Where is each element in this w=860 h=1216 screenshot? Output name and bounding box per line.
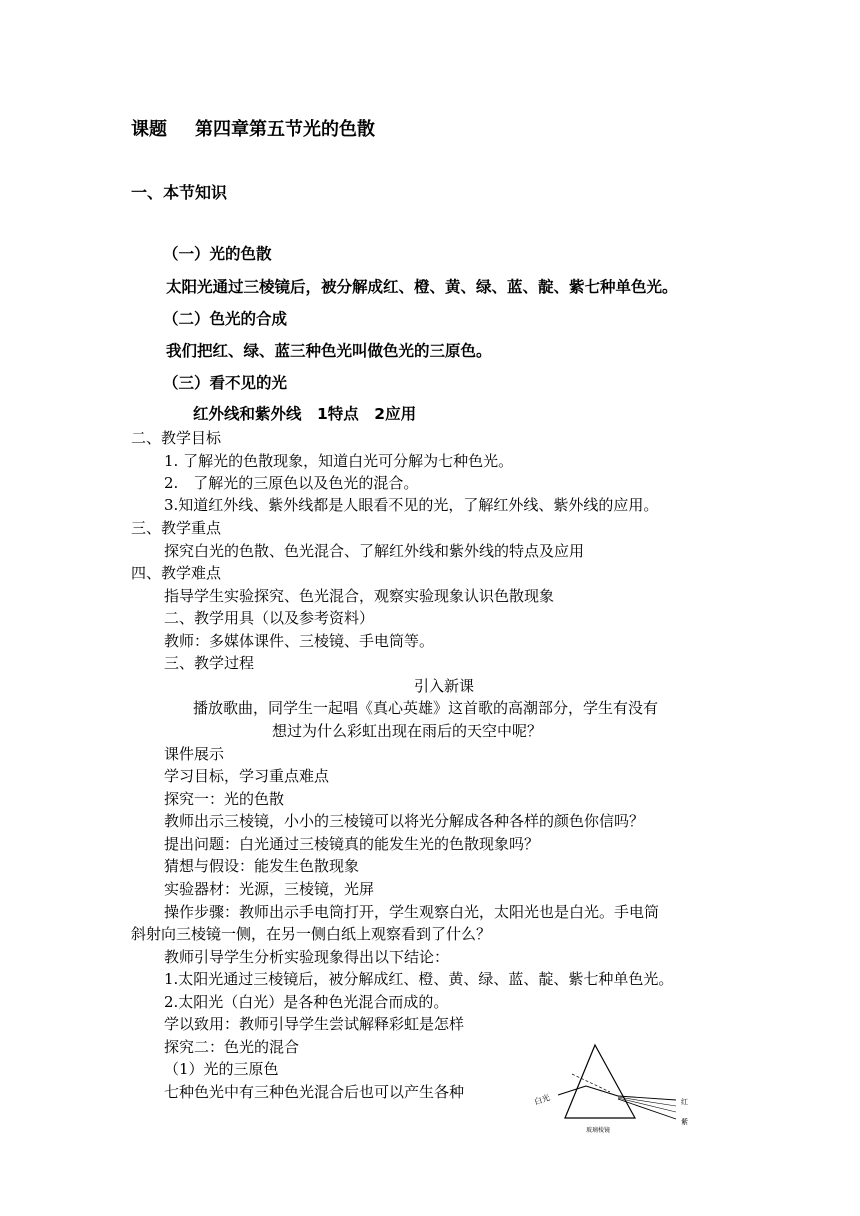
- tools-heading: 二、教学用具（以及参考资料）: [164, 609, 375, 627]
- red-ray: [618, 1096, 676, 1100]
- apply-line: 学以致用：教师引导学生尝试解释彩虹是怎样: [164, 1015, 465, 1033]
- green-ray: [618, 1098, 676, 1112]
- process-heading: 三、教学过程: [164, 654, 255, 672]
- violet-label: 紫: [681, 1118, 688, 1126]
- goal-item-3: 3.知道红外线、紫外线都是人眼看不见的光，了解红外线、紫外线的应用。: [164, 496, 659, 514]
- subheading-invisible-light: （三）看不见的光: [163, 374, 288, 392]
- process-line: 探究一：光的色散: [164, 790, 285, 808]
- inquiry-2-heading: 探究二：色光的混合: [164, 1038, 300, 1056]
- goals-heading: 二、教学目标: [131, 429, 222, 447]
- lesson-title: 第四章第五节光的色散: [195, 119, 375, 140]
- prism-dispersion-figure: [520, 1040, 730, 1140]
- knowledge-heading: 一、本节知识: [131, 183, 228, 202]
- process-line: 课件展示: [164, 745, 225, 763]
- subheading-synthesis: （二）色光的合成: [163, 310, 288, 328]
- prism-caption: 玻璃棱镜: [586, 1127, 611, 1134]
- goal-item-1: 1. 了解光的色散现象，知道白光可分解为七种色光。: [164, 452, 514, 470]
- goal-item-2: 2. 了解光的三原色以及色光的混合。: [164, 474, 419, 492]
- intro-line-2: 想过为什么彩虹出现在雨后的天空中呢？: [272, 722, 543, 740]
- primary-colors-title: （1）光的三原色: [164, 1060, 279, 1078]
- white-light-ray: [558, 1086, 586, 1095]
- conclusion-item-2: 2.太阳光（白光）是各种色光混合而成的。: [164, 993, 449, 1011]
- red-label: 红: [681, 1098, 688, 1106]
- key-points-heading: 三、教学重点: [131, 519, 222, 537]
- conclusion-intro: 教师引导学生分析实验现象得出以下结论：: [164, 948, 450, 966]
- invisible-light-text: 红外线和紫外线 1特点 2应用: [193, 405, 417, 423]
- intro-line-1: 播放歌曲，同学生一起唱《真心英雄》这首歌的高潮部分，学生有没有: [193, 699, 659, 717]
- subheading-dispersion: （一）光的色散: [163, 245, 272, 263]
- key-points-text: 探究白光的色散、色光混合、了解红外线和紫外线的特点及应用: [164, 542, 585, 560]
- process-line: 实验器材：光源，三棱镜，光屏: [164, 880, 375, 898]
- difficulties-heading: 四、教学难点: [131, 564, 222, 582]
- difficulties-text: 指导学生实验探究、色光混合，观察实验现象认识色散现象: [164, 587, 555, 605]
- prism-triangle: [565, 1045, 635, 1118]
- dispersion-text: 太阳光通过三棱镜后，被分解成红、橙、黄、绿、蓝、靛、紫七种单色光。: [166, 278, 678, 296]
- step-line-1: 操作步骤：教师出示手电筒打开，学生观察白光，太阳光也是白光。手电筒: [164, 903, 660, 921]
- intro-title: 引入新课: [414, 677, 475, 695]
- normal-line: [572, 1074, 610, 1092]
- violet-ray: [618, 1099, 676, 1119]
- synthesis-text: 我们把红、绿、蓝三种色光叫做色光的三原色。: [166, 342, 492, 360]
- process-line: 提出问题：白光通过三棱镜真的能发生光的色散现象吗？: [164, 835, 540, 853]
- lesson-label: 课题: [131, 119, 167, 140]
- process-line: 猜想与假设：能发生色散现象: [164, 857, 360, 875]
- white-light-label: 白光: [533, 1093, 552, 1107]
- refracted-ray: [586, 1086, 618, 1096]
- conclusion-item-1: 1.太阳光通过三棱镜后，被分解成红、橙、黄、绿、蓝、靛、紫七种单色光。: [164, 970, 674, 988]
- tools-text: 教师：多媒体课件、三棱镜、手电筒等。: [164, 632, 435, 650]
- process-line: 学习目标，学习重点难点: [164, 767, 330, 785]
- step-line-2: 斜射向三棱镜一侧，在另一侧白纸上观察看到了什么？: [131, 925, 492, 943]
- primary-colors-text: 七种色光中有三种色光混合后也可以产生各种: [164, 1083, 465, 1101]
- process-line: 教师出示三棱镜，小小的三棱镜可以将光分解成各种各样的颜色你信吗？: [164, 812, 645, 830]
